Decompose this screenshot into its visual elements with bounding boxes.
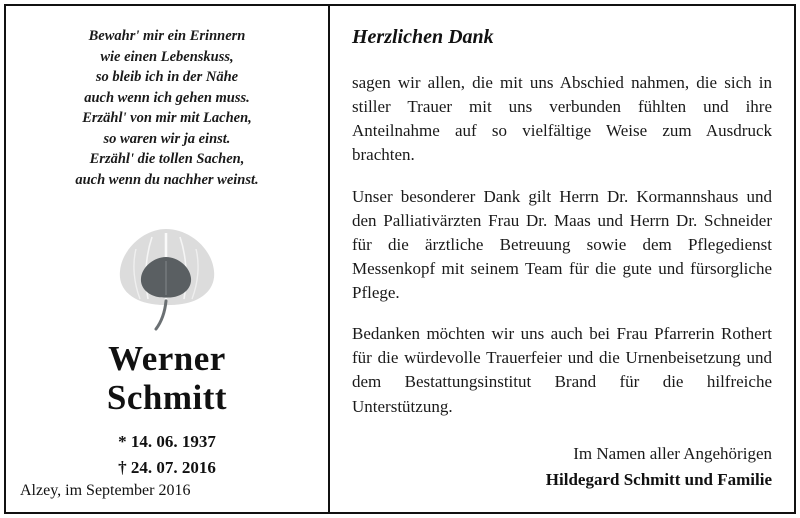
poem-block (75, 26, 258, 191)
place-and-date: Alzey, im September 2016 (20, 482, 191, 499)
thanks-paragraph: Unser besonderer Dank gilt Herrn Dr. Kormannshaus und den Palliativärzten Frau Dr. Maas und Herrn Dr. Schneider für die ärztliche Betreuung sowie dem Pflegedienst Messenkopf mit seinem Team für die gute und fürsorgliche Pflege. (352, 186, 772, 302)
ginkgo-leaf-icon (92, 209, 242, 331)
poem-line: wie einen Lebenskuss, (100, 48, 234, 65)
card-content (6, 6, 794, 512)
poem-line: so bleib ich in der Nähe (95, 69, 239, 86)
poem-line: Bewahr' mir ein Erinnern (88, 28, 246, 44)
poem-line: Erzähl' von mir mit Lachen, (82, 110, 252, 127)
deceased-name (107, 339, 227, 417)
thanks-column (330, 6, 794, 512)
closing-line: Im Namen aller Angehörigen (573, 443, 772, 463)
name-first: Werner (108, 338, 226, 378)
thanks-title: Herzlichen Dank (352, 26, 494, 48)
poem-line: auch wenn ich gehen muss. (84, 89, 250, 106)
memorial-column (6, 6, 328, 512)
life-dates (118, 429, 216, 482)
birth-date: * 14. 06. 1937 (118, 432, 216, 451)
poem-line: auch wenn du nachher weinst. (75, 172, 259, 189)
thanks-paragraph: Bedanken möchten wir uns auch bei Frau Pfarrerin Rothert für die würdevolle Trauerfeier und die Urnenbeisetzung und dem Bestattungsinstitut Brand für die hilfreiche Unterstützung. (352, 324, 772, 416)
closing-block (352, 441, 772, 494)
name-last: Schmitt (106, 377, 228, 417)
thanks-paragraph: sagen wir allen, die mit uns Abschied nahmen, die sich in stiller Trauer mit uns verbunden fühlten und ihre Anteilnahme auf so vielfältige Weise zum Ausdruck brachten. (352, 73, 772, 165)
poem-line: Erzähl' die tollen Sachen, (89, 151, 245, 168)
closing-signature: Hildegard Schmitt und Familie (545, 470, 772, 490)
poem-line: so waren wir ja einst. (103, 130, 231, 147)
death-date: † 24. 07. 2016 (118, 458, 216, 478)
